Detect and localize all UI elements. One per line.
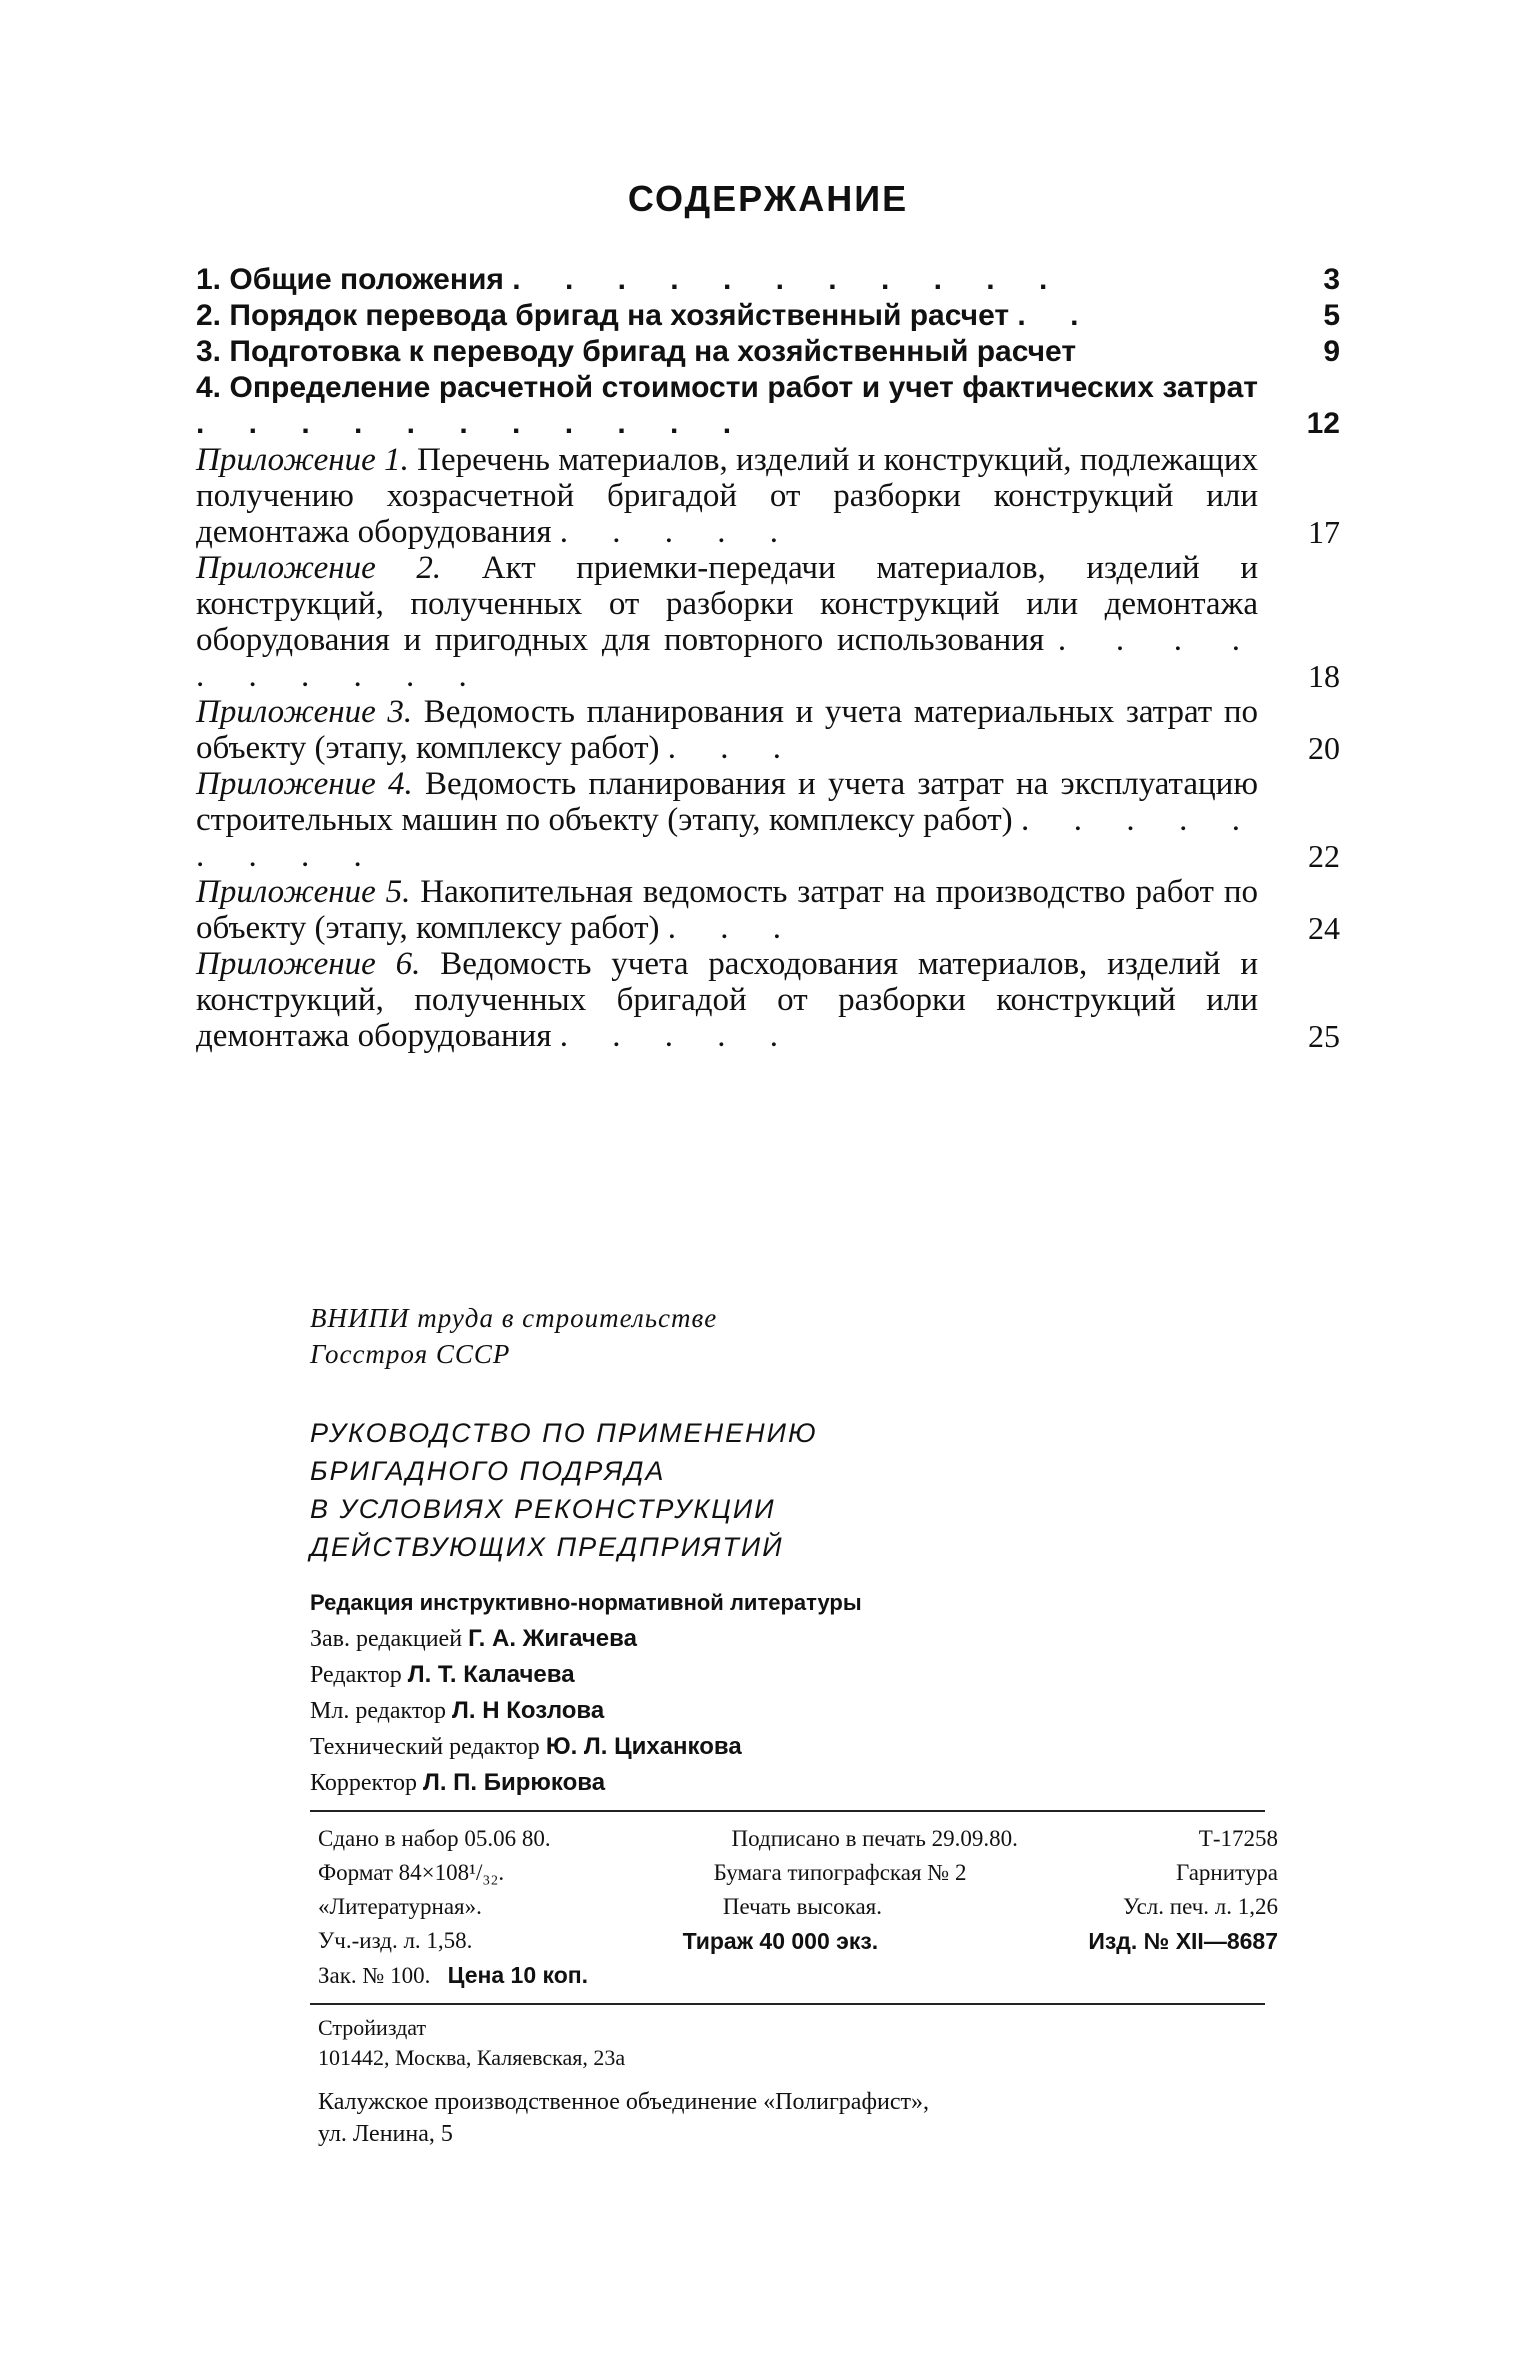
toc-page-number: 12	[1306, 407, 1340, 440]
editorial-credits	[310, 1585, 862, 1801]
toc-page-number: 3	[1323, 263, 1340, 296]
toc-title: СОДЕРЖАНИЕ	[627, 178, 909, 219]
credit-row: Редактор Л. Т. Калачева	[310, 1661, 575, 1688]
toc-entry: 2. Порядок перевода бригад на хозяйственный расчет . . 5	[196, 299, 1340, 332]
table-of-contents	[196, 262, 1340, 1054]
printer-block: Калужское производственное объединение «Полиграфист», ул. Ленина, 5	[318, 2089, 929, 2147]
toc-page-number: 17	[1308, 514, 1340, 550]
toc-entry: 3. Подготовка к переводу бригад на хозяйственный расчет 9	[196, 335, 1340, 368]
organization-line: ВНИПИ труда в строительстве	[310, 1303, 718, 1333]
toc-page-number: 20	[1308, 730, 1340, 766]
toc-page-number: 5	[1323, 299, 1340, 332]
toc-page-number: 9	[1323, 335, 1340, 368]
credit-row: Технический редактор Ю. Л. Циханкова	[310, 1733, 742, 1760]
credit-row: Мл. редактор Л. Н Козлова	[310, 1697, 605, 1724]
toc-entry: 1. Общие положения . . . . . . . . . . . 3	[196, 263, 1340, 296]
publication-details: Сдано в набор 05.06 80. Подписано в печать 29.09.80. Т-17258 Формат 84×108¹/₃₂. Бумага типографская № 2 Гарнитура «Литературная». Печать высокая. Усл. печ. л. 1,26 Уч.-изд. л. 1,58. Тираж 40 000 экз. Изд. № XII—8687 Зак. № 100. Цена 10 коп.	[318, 1826, 1278, 1988]
toc-entry: Приложение 3. Ведомость планирования и учета материальных затрат по объекту (этапу, комплексу работ) . . . 20	[196, 694, 1340, 766]
toc-entry: Приложение 4. Ведомость планирования и учета затрат на эксплуатацию строительных машин по объекту (этапу, комплексу работ) . . . . . . . . . 22	[196, 766, 1340, 874]
editorial-heading: Редакция инструктивно-нормативной литературы	[310, 1590, 862, 1615]
toc-page-number: 24	[1308, 910, 1340, 946]
divider	[310, 1810, 1265, 1812]
toc-entry: Приложение 1. Перечень материалов, изделий и конструкций, подлежащих получению хозрасчетной бригадой от разборки конструкций или демонтажа оборудования . . . . . 17	[196, 442, 1340, 550]
organization-line: Госстроя СССР	[310, 1339, 511, 1369]
imprint-block	[310, 1300, 1110, 1566]
book-title: РУКОВОДСТВО ПО ПРИМЕНЕНИЮ БРИГАДНОГО ПОДРЯДА В УСЛОВИЯХ РЕКОНСТРУКЦИИ ДЕЙСТВУЮЩИХ ПРЕДПРИЯТИЙ	[310, 1418, 818, 1562]
credit-row: Корректор Л. П. Бирюкова	[310, 1769, 606, 1796]
toc-entry: 4. Определение расчетной стоимости работ и учет фактических затрат . . . . . . . . . . . 12	[196, 371, 1340, 440]
toc-page-number: 25	[1308, 1018, 1340, 1054]
toc-page-number: 18	[1308, 658, 1340, 694]
divider	[310, 2003, 1265, 2005]
credit-row: Зав. редакцией Г. А. Жигачева	[310, 1625, 637, 1652]
publisher-block: Стройиздат 101442, Москва, Каляевская, 23а	[318, 2015, 626, 2070]
toc-entry: Приложение 6. Ведомость учета расходования материалов, изделий и конструкций, полученных бригадой от разборки конструкций или демонтажа оборудования . . . . . 25	[196, 946, 1340, 1054]
toc-page-number: 22	[1308, 838, 1340, 874]
toc-entry: Приложение 2. Акт приемки-передачи материалов, изделий и конструкций, полученных от разборки конструкций или демонтажа оборудования и пригодных для повторного использования . . . . . . . . . . 18	[196, 550, 1340, 694]
toc-entry: Приложение 5. Накопительная ведомость затрат на производство работ по объекту (этапу, комплексу работ) . . . 24	[196, 874, 1340, 946]
